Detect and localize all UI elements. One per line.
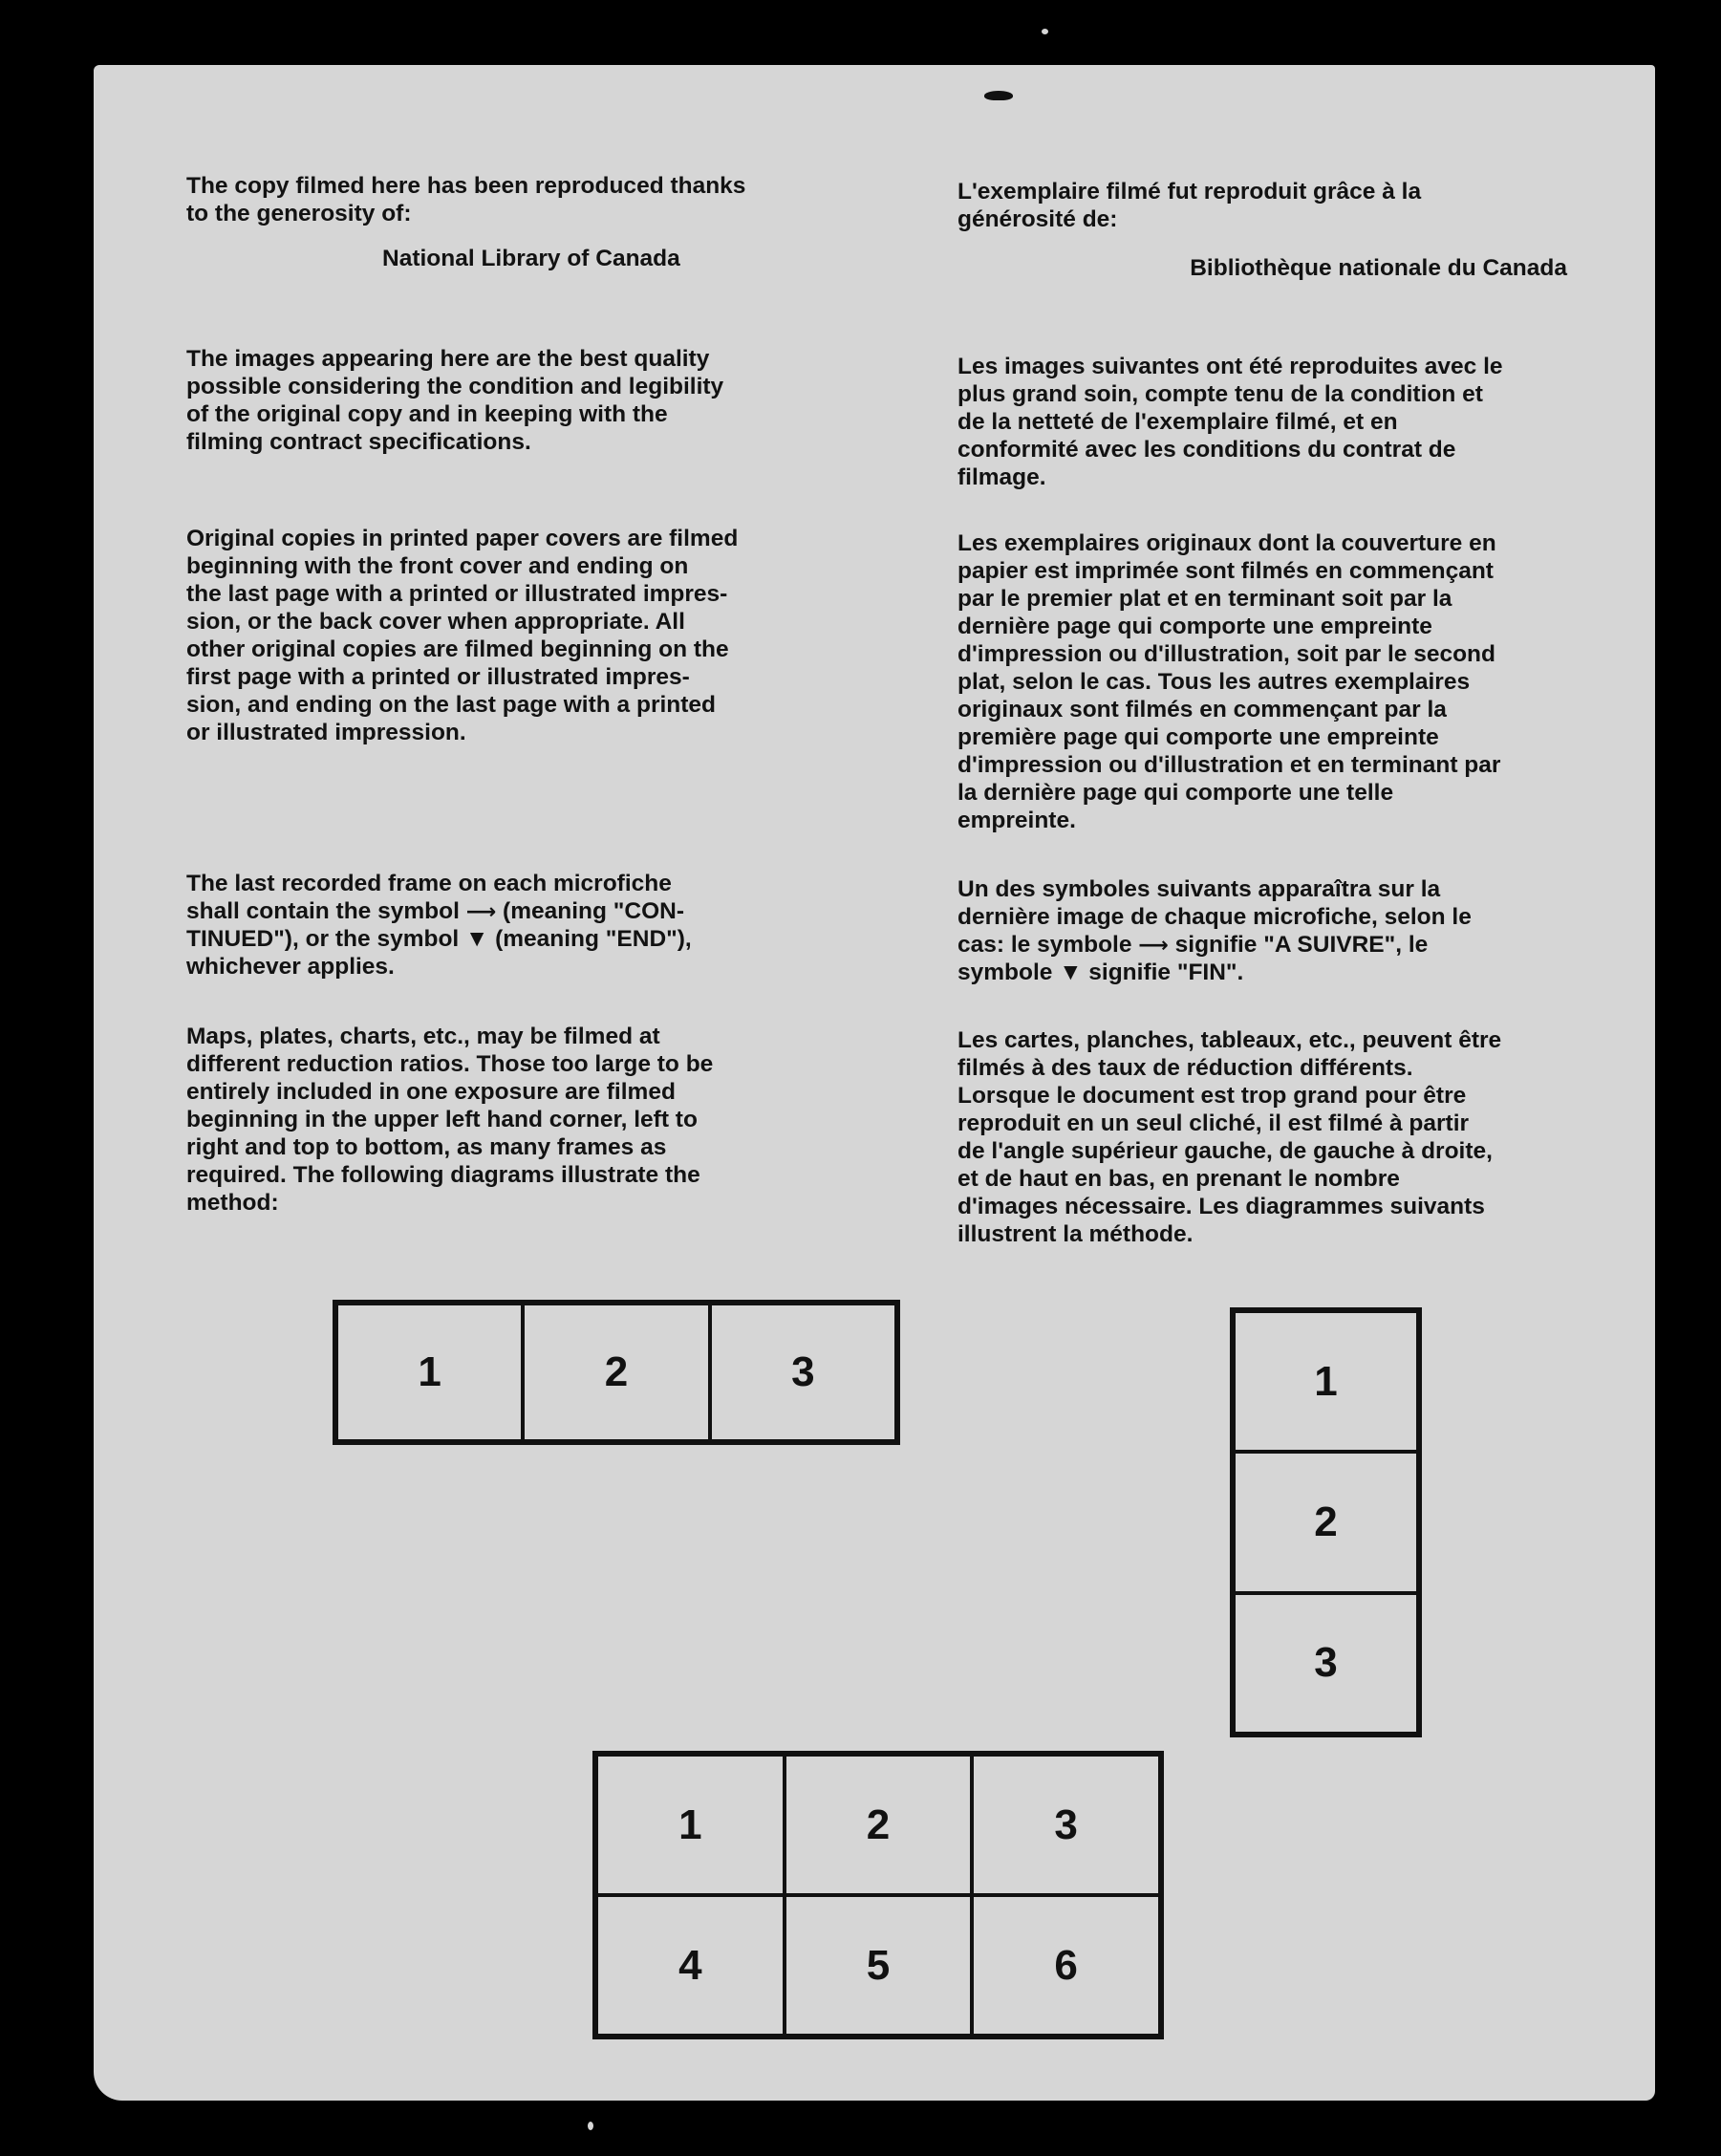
- french-institution: Bibliothèque nationale du Canada: [1190, 255, 1567, 281]
- english-institution: National Library of Canada: [382, 246, 680, 271]
- english-symbols-part2: (meaning "CON- TINUED"), or the symbol: [186, 898, 684, 952]
- diagram-frame: 6: [972, 1895, 1160, 2036]
- english-symbols-part3: (meaning "END"), whichever applies.: [186, 926, 692, 980]
- french-thanks-text: L'exemplaire filmé fut reproduit grâce à la générosité de:: [957, 179, 1422, 232]
- french-originals-text: Les exemplaires originaux dont la couverture en papier est imprimée sont filmés en commençant par le premier plat et en terminant soit par la dernière page qui comporte une empreinte d'impression ou d'illustration, soit par le second plat, selon le cas. Tous les autres exemplaires originaux sont filmés en commençant par la première page qui comporte une empreinte d'impression ou d'illustration et en terminant par la dernière page qui comporte une telle empreinte.: [957, 530, 1501, 833]
- vertical-frames-diagram: [1230, 1307, 1422, 1737]
- english-maps-text: Maps, plates, charts, etc., may be filmed at different reduction ratios. Those too large to be entirely included in one exposure are filmed beginning in the upper left hand corner, left to right and top to bottom, as many frames as required. The following diagrams illustrate the method:: [186, 1024, 714, 1216]
- grid-frames-diagram: [592, 1751, 1164, 2039]
- horizontal-frames-diagram: [333, 1300, 900, 1445]
- english-symbols-block: [186, 870, 827, 981]
- english-thanks-block: [186, 172, 827, 271]
- french-symbols-part1: Un des symboles suivants apparaîtra sur la dernière image de chaque microfiche, selon le cas: le symbole: [957, 876, 1472, 958]
- english-thanks-text: The copy filmed here has been reproduced thanks to the generosity of:: [186, 173, 746, 226]
- french-symbols-part2: signifie "A SUIVRE", le symbole: [957, 932, 1429, 985]
- english-maps-block: [186, 1023, 827, 1217]
- english-symbols-part1: The last recorded frame on each microfiche shall contain the symbol: [186, 871, 672, 924]
- suivre-arrow-icon: ⟶: [1138, 933, 1169, 957]
- french-quality-block: [957, 353, 1579, 491]
- english-quality-text: The images appearing here are the best quality possible considering the condition and legibility of the original copy and in keeping with the filming contract specifications.: [186, 346, 724, 455]
- diagram-frame: 1: [336, 1304, 523, 1441]
- diagram-frame: 3: [1234, 1593, 1418, 1734]
- french-quality-text: Les images suivantes ont été reproduites avec le plus grand soin, compte tenu de la condition et de la netteté de l'exemplaire filmé, et en conformité avec les conditions du contrat de filmage.: [957, 354, 1503, 490]
- diagram-frame: 2: [1234, 1452, 1418, 1592]
- end-triangle-icon: ▼: [465, 926, 489, 952]
- french-symbols-block: [957, 875, 1579, 986]
- diagram-frame: 3: [972, 1755, 1160, 1895]
- diagram-frame: 2: [785, 1755, 973, 1895]
- french-symbols-text: [957, 875, 1579, 986]
- film-speck: [984, 91, 1013, 100]
- french-thanks-block: [957, 178, 1579, 281]
- diagram-frame: 1: [596, 1755, 785, 1895]
- french-maps-block: [957, 1026, 1579, 1248]
- diagram-frame: 3: [710, 1304, 896, 1441]
- english-originals-text: Original copies in printed paper covers are filmed beginning with the front cover and ending on the last page with a printed or illustrated impres- sion, or the back cover when appropriate. All other original copies are filmed beginning on the first page with a printed or illustrated impres- sion, and ending on the last page with a printed or illustrated impression.: [186, 526, 739, 745]
- fin-triangle-icon: ▼: [1059, 959, 1083, 985]
- english-quality-block: [186, 345, 827, 456]
- english-symbols-text: [186, 870, 827, 981]
- continued-arrow-icon: ⟶: [465, 899, 497, 923]
- film-speck: [588, 2122, 593, 2130]
- diagram-frame: 2: [523, 1304, 709, 1441]
- french-originals-block: [957, 529, 1579, 834]
- english-originals-block: [186, 525, 827, 746]
- french-symbols-part3: signifie "FIN".: [1082, 959, 1244, 985]
- diagram-frame: 4: [596, 1895, 785, 2036]
- french-maps-text: Les cartes, planches, tableaux, etc., peuvent être filmés à des taux de réduction différents. Lorsque le document est trop grand pour être reproduit en un seul cliché, il est filmé à partir de l'angle supérieur gauche, de gauche à droite, et de haut en bas, en prenant le nombre d'images nécessaire. Les diagrammes suivants illustrent la méthode.: [957, 1027, 1502, 1247]
- film-speck: [1042, 29, 1048, 34]
- diagram-frame: 5: [785, 1895, 973, 2036]
- diagram-frame: 1: [1234, 1311, 1418, 1452]
